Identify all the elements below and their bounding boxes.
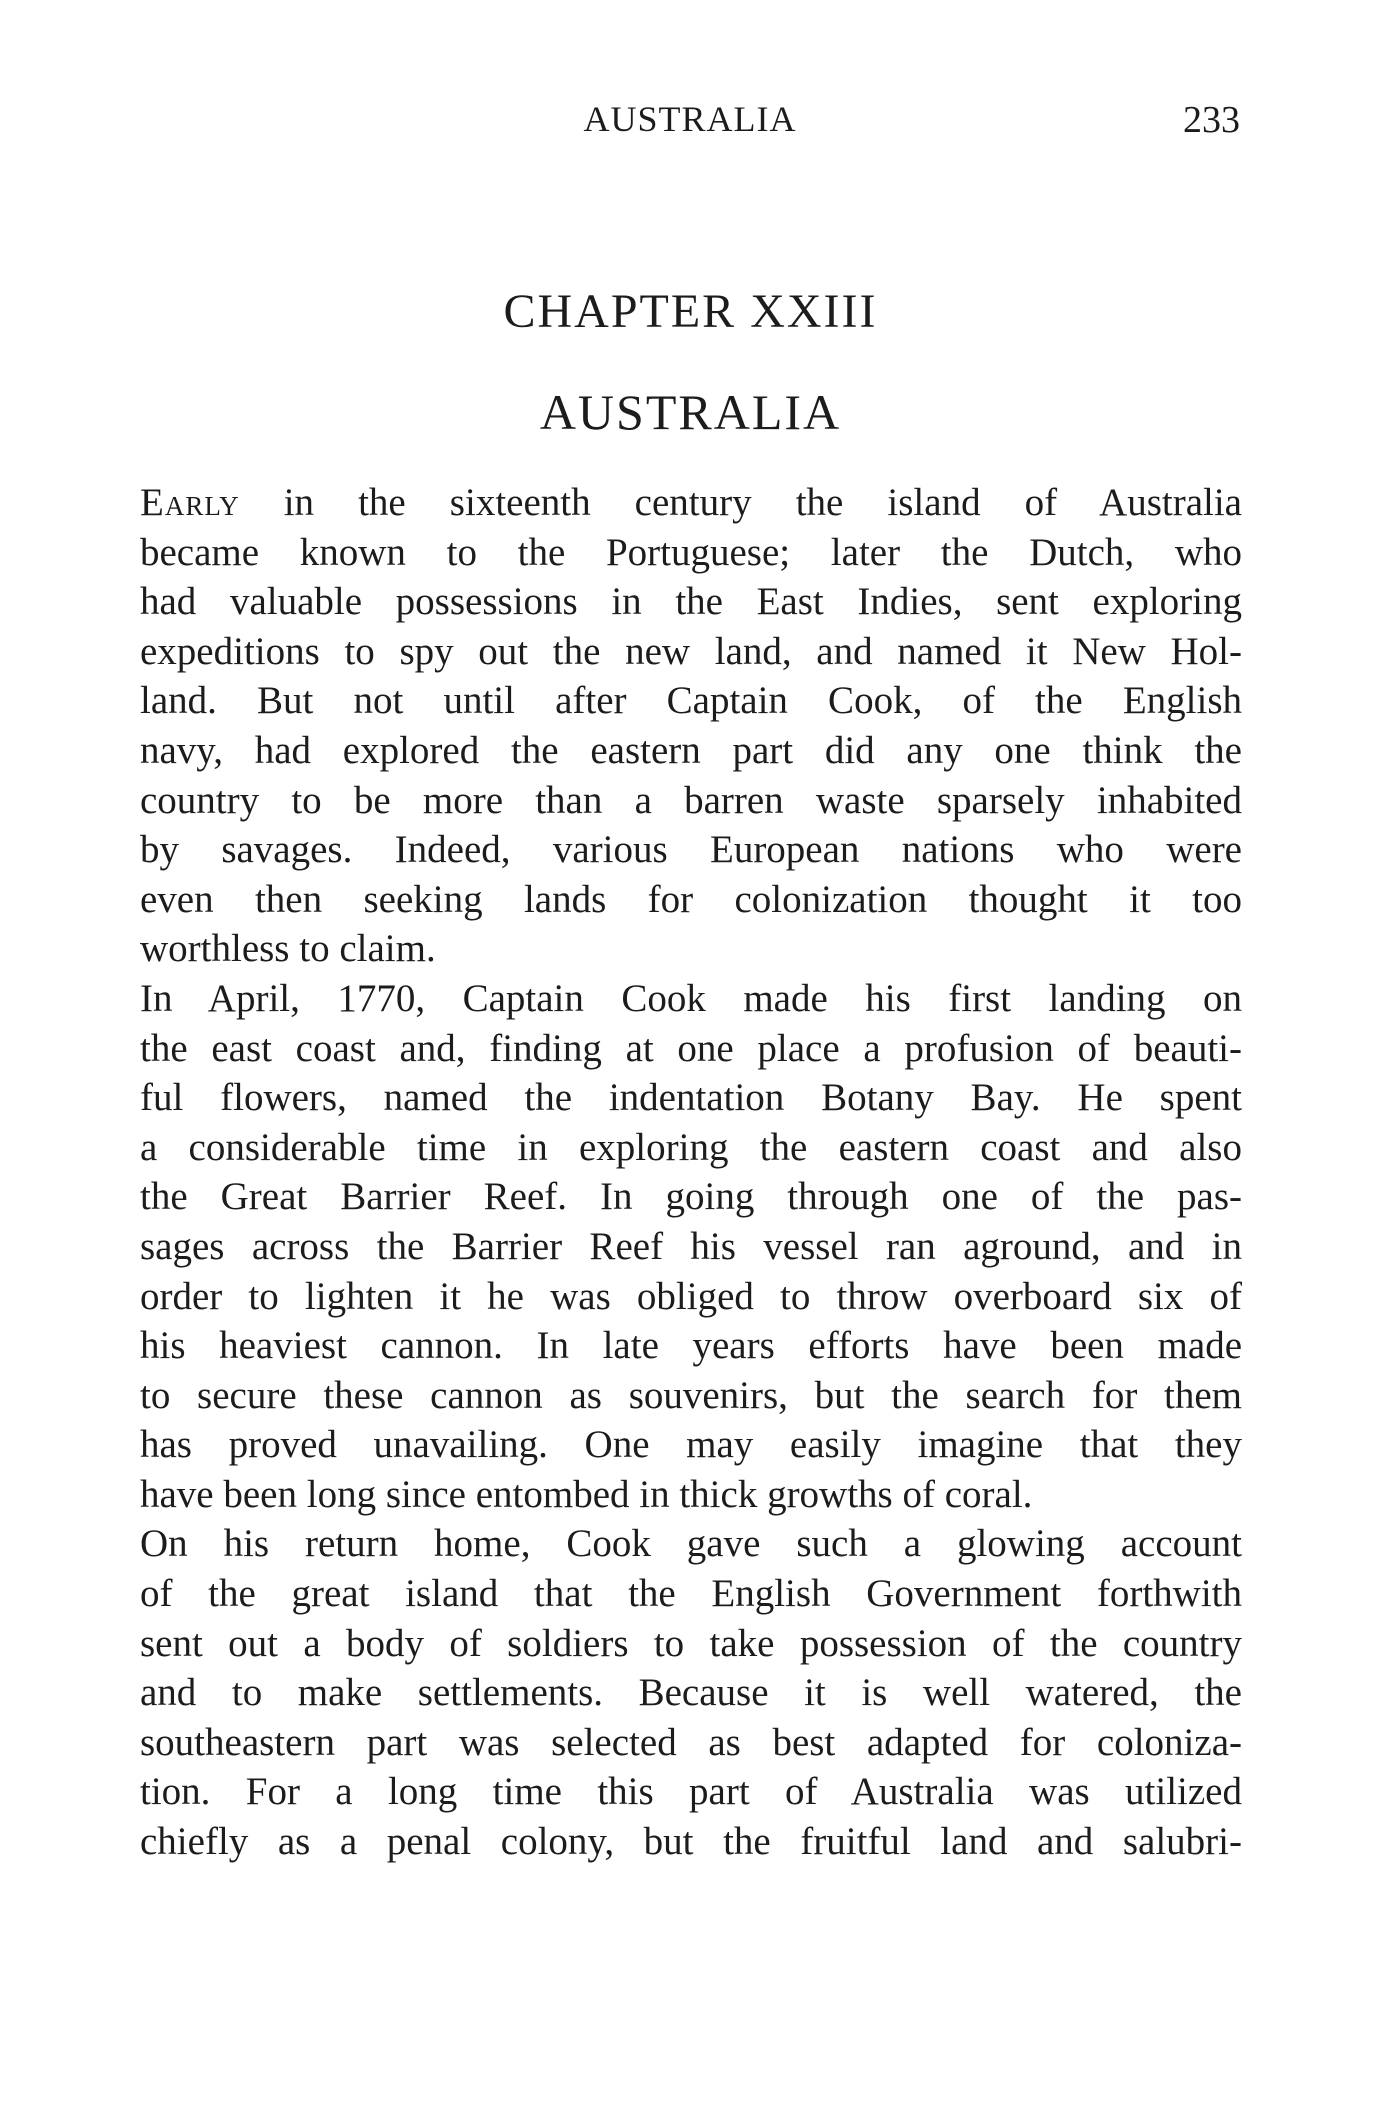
text-line: ful flowers, named the indentation Botany Bay. He spent xyxy=(140,1076,1242,1120)
text-line: worthless to claim. xyxy=(140,927,436,971)
text-line: sent out a body of soldiers to take possession of the country xyxy=(140,1621,1242,1665)
text-line: the Great Barrier Reef. In going through one of the pas- xyxy=(140,1175,1242,1219)
body-text xyxy=(140,478,1242,1867)
text-line: On his return home, Cook gave such a glowing account xyxy=(140,1522,1242,1566)
chapter-title: AUSTRALIA xyxy=(539,384,842,440)
text-line xyxy=(140,478,1242,528)
text-line: had valuable possessions in the East Indies, sent exploring xyxy=(140,580,1242,624)
text-line: his heaviest cannon. In late years efforts have been made xyxy=(140,1324,1242,1368)
chapter-number: CHAPTER XXIII xyxy=(503,285,878,338)
text-line: order to lighten it he was obliged to throw overboard six of xyxy=(140,1274,1242,1318)
text-line: the east coast and, finding at one place a profusion of beauti- xyxy=(140,1026,1242,1070)
text-line: expeditions to spy out the new land, and named it New Hol- xyxy=(140,629,1242,673)
text-line: land. But not until after Captain Cook, of the English xyxy=(140,679,1242,723)
text-line: to secure these cannon as souvenirs, but the search for them xyxy=(140,1373,1242,1417)
running-title: AUSTRALIA xyxy=(583,99,797,139)
text-line: navy, had explored the eastern part did any one think the xyxy=(140,728,1242,772)
text-line: sages across the Barrier Reef his vessel ran aground, and in xyxy=(140,1224,1242,1268)
text-line: southeastern part was selected as best adapted for coloniza- xyxy=(140,1720,1242,1764)
text-line: by savages. Indeed, various European nations who were xyxy=(140,828,1242,872)
running-head xyxy=(140,98,1240,158)
text-line: has proved unavailing. One may easily imagine that they xyxy=(140,1423,1242,1467)
text-line-content: in the sixteenth century the island of Australia xyxy=(239,481,1242,524)
drop-word: Early xyxy=(140,481,240,524)
text-line: have been long since entombed in thick growths of coral. xyxy=(140,1472,1033,1516)
text-line: tion. For a long time this part of Australia was utilized xyxy=(140,1770,1242,1814)
text-line: and to make settlements. Because it is well watered, the xyxy=(140,1671,1242,1715)
text-line: In April, 1770, Captain Cook made his first landing on xyxy=(140,976,1242,1020)
page-number: 233 xyxy=(1183,99,1240,141)
text-line: a considerable time in exploring the eastern coast and also xyxy=(140,1125,1242,1169)
text-line: even then seeking lands for colonization thought it too xyxy=(140,877,1242,921)
text-line: country to be more than a barren waste sparsely inhabited xyxy=(140,778,1242,822)
text-line: of the great island that the English Government forthwith xyxy=(140,1572,1242,1616)
text-line: chiefly as a penal colony, but the fruitful land and salubri- xyxy=(140,1820,1242,1864)
text-line: became known to the Portuguese; later the Dutch, who xyxy=(140,530,1242,574)
